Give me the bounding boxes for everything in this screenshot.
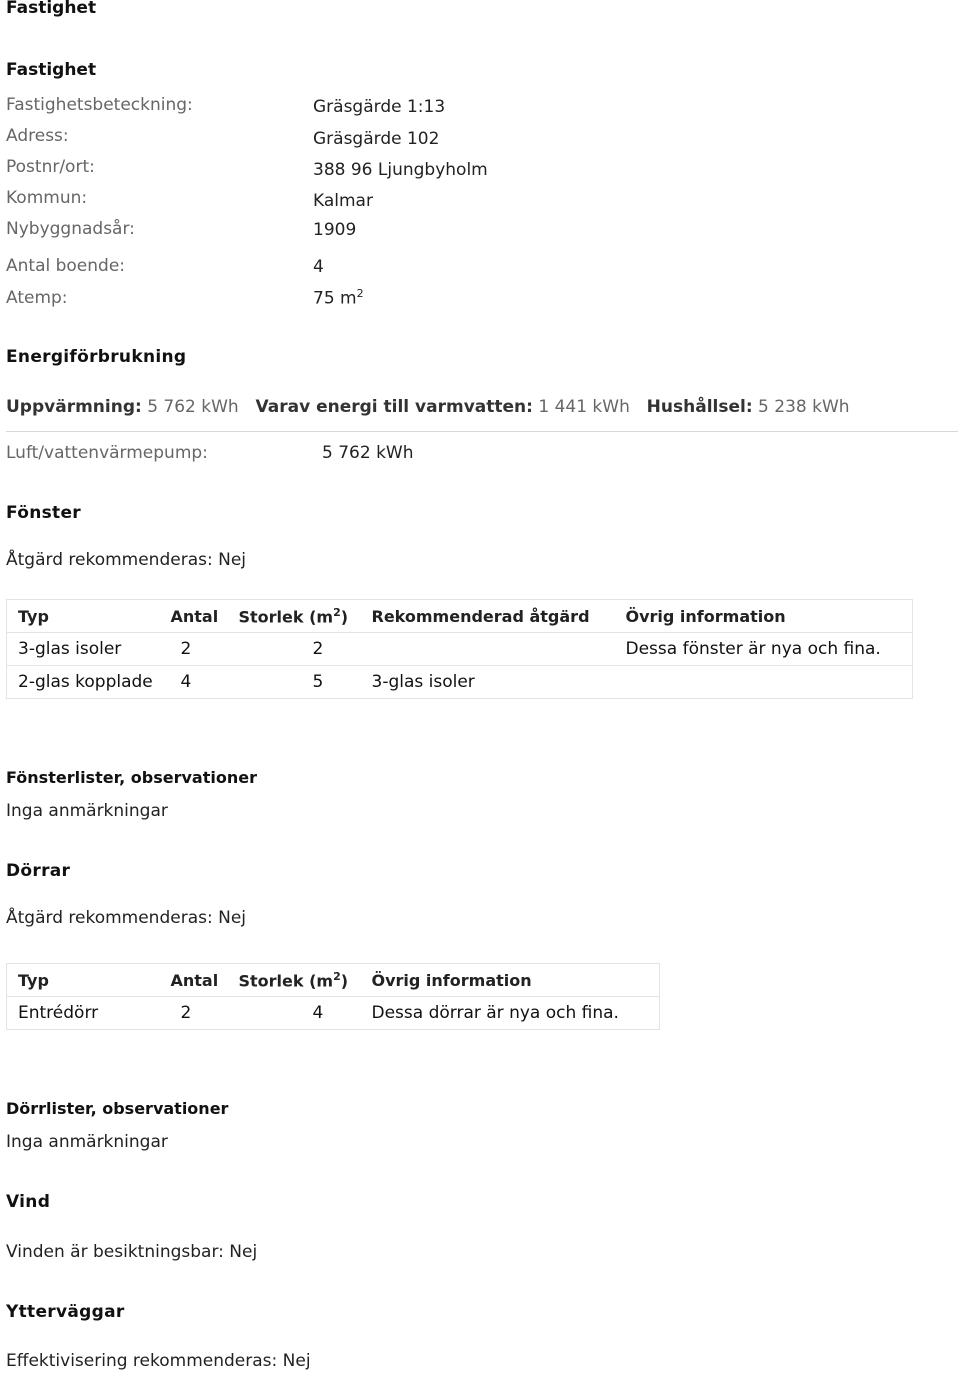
door-sills-text: Inga anmärkningar bbox=[6, 1132, 168, 1152]
attic-inspectable bbox=[6, 1242, 257, 1262]
atemp-unit-superscript: 2 bbox=[356, 287, 364, 300]
outer-walls-label: Effektivisering rekommenderas: bbox=[6, 1351, 278, 1371]
cell-info bbox=[615, 666, 913, 699]
outer-walls-recommendation bbox=[6, 1351, 311, 1371]
window-sills-heading: Fönsterlister, observationer bbox=[6, 768, 257, 787]
cell-storlek: 5 bbox=[312, 672, 324, 692]
col-storlek: Storlek $(m^2)$ bbox=[238, 605, 349, 627]
doors-recommendation bbox=[6, 908, 246, 928]
hotwater-value: 1 441 kWh bbox=[538, 397, 630, 417]
value-kommun: Kalmar bbox=[313, 191, 373, 211]
attic-value: Nej bbox=[229, 1242, 258, 1262]
cell-antal: 2 bbox=[180, 1003, 192, 1023]
heat-source-label: Luft/vattenvärmepump: bbox=[6, 443, 208, 463]
doors-table bbox=[6, 963, 660, 1030]
heat-source-value: 5 762 kWh bbox=[322, 443, 414, 463]
label-kommun: Kommun: bbox=[6, 188, 88, 208]
window-sills-text: Inga anmärkningar bbox=[6, 801, 168, 821]
property-heading: Fastighet bbox=[6, 60, 97, 80]
cell-antal: 4 bbox=[180, 672, 192, 692]
household-label: Hushållsel: bbox=[646, 397, 753, 417]
cell-storlek: 4 bbox=[312, 1003, 324, 1023]
label-atemp: Atemp: bbox=[6, 288, 68, 308]
label-antal-boende: Antal boende: bbox=[6, 256, 126, 276]
heating-value: 5 762 kWh bbox=[147, 397, 239, 417]
doors-table-header bbox=[7, 964, 660, 997]
label-adress: Adress: bbox=[6, 126, 69, 146]
value-antal-boende: 4 bbox=[313, 257, 324, 277]
atemp-value-text: 75 m bbox=[313, 288, 357, 309]
label-nybyggnadsar: Nybyggnadsår: bbox=[6, 219, 135, 239]
label-postnr-ort: Postnr/ort: bbox=[6, 157, 95, 177]
cell-typ: 3-glas isoler bbox=[18, 639, 122, 659]
energy-heading: Energiförbrukning bbox=[6, 347, 187, 367]
doors-heading: Dörrar bbox=[6, 861, 71, 881]
col-ovrig-information: Övrig information bbox=[371, 970, 532, 990]
windows-heading: Fönster bbox=[6, 503, 81, 523]
attic-heading: Vind bbox=[6, 1192, 51, 1212]
outer-walls-value: Nej bbox=[282, 1351, 311, 1371]
col-antal: Antal bbox=[170, 606, 219, 626]
cell-antal: 2 bbox=[180, 639, 192, 659]
value-atemp bbox=[313, 287, 364, 309]
col-storlek: Storlek $(m^2)$ bbox=[238, 969, 349, 991]
windows-table bbox=[6, 599, 913, 699]
cell-atgard bbox=[361, 633, 615, 666]
value-adress: Gräsgärde 102 bbox=[313, 129, 440, 149]
cell-info: Dessa dörrar är nya och fina. bbox=[371, 1003, 619, 1023]
doors-recommend-label: Åtgärd rekommenderas: bbox=[6, 908, 213, 928]
door-sills-heading: Dörrlister, observationer bbox=[6, 1099, 229, 1118]
col-typ: Typ bbox=[18, 970, 49, 990]
value-nybyggnadsar: 1909 bbox=[313, 220, 357, 240]
heating-label: Uppvärmning: bbox=[6, 397, 142, 417]
value-postnr-ort: 388 96 Ljungbyholm bbox=[313, 160, 488, 180]
table-row bbox=[7, 633, 913, 666]
outer-walls-heading: Ytterväggar bbox=[6, 1302, 125, 1322]
cell-info: Dessa fönster är nya och fina. bbox=[625, 639, 881, 659]
col-rekommenderad-atgard: Rekommenderad åtgärd bbox=[371, 606, 590, 626]
value-fastighetsbeteckning: Gräsgärde 1:13 bbox=[313, 97, 446, 117]
label-fastighetsbeteckning: Fastighetsbeteckning: bbox=[6, 95, 193, 115]
windows-table-header bbox=[7, 600, 913, 633]
windows-recommend-label: Åtgärd rekommenderas: bbox=[6, 550, 213, 570]
attic-label: Vinden är besiktningsbar: bbox=[6, 1242, 224, 1262]
energy-divider bbox=[6, 431, 958, 432]
household-value: 5 238 kWh bbox=[758, 397, 850, 417]
page-title: Fastighet bbox=[6, 0, 97, 18]
col-typ: Typ bbox=[18, 606, 49, 626]
table-row bbox=[7, 666, 913, 699]
table-row bbox=[7, 997, 660, 1030]
cell-atgard: 3-glas isoler bbox=[371, 672, 475, 692]
col-antal: Antal bbox=[170, 970, 219, 990]
col-ovrig-information: Övrig information bbox=[625, 606, 786, 626]
cell-storlek: 2 bbox=[312, 639, 324, 659]
doors-recommend-value: Nej bbox=[218, 908, 247, 928]
windows-recommend-value: Nej bbox=[218, 550, 247, 570]
cell-typ: Entrédörr bbox=[18, 1003, 99, 1023]
energy-summary-row bbox=[6, 397, 850, 417]
hotwater-label: Varav energi till varmvatten: bbox=[255, 397, 533, 417]
cell-typ: 2-glas kopplade bbox=[18, 672, 153, 692]
windows-recommendation bbox=[6, 550, 246, 570]
